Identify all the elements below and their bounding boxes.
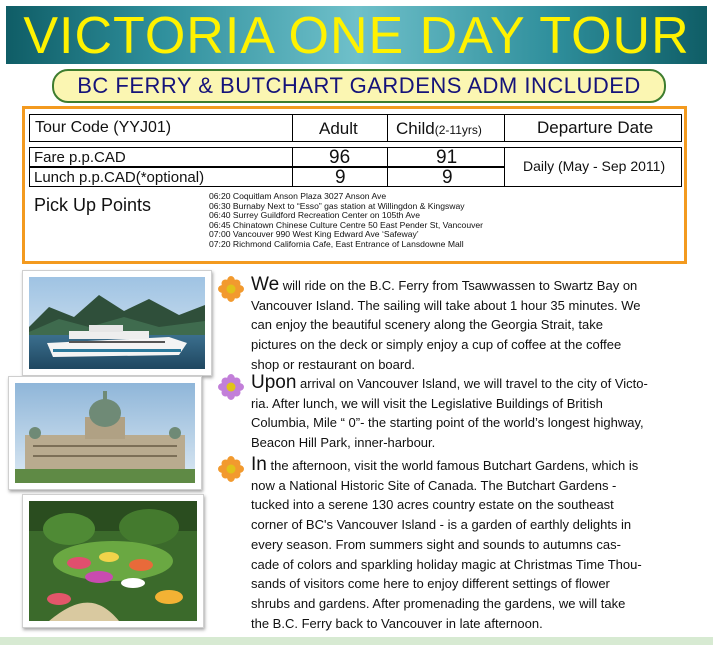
page-title: VICTORIA ONE DAY TOUR — [23, 7, 690, 65]
paragraph-line: every season. From summers sight and sounds to autumns cas- — [251, 536, 621, 552]
pickup-point: 06:30 Burnaby Next to “Esso” gas station at Willingdon & Kingsway — [209, 200, 465, 211]
lunch-adult-cell — [292, 167, 388, 187]
lunch-label-cell — [29, 167, 293, 187]
bottom-border — [0, 637, 713, 645]
tour-info-table — [22, 106, 687, 264]
pickup-point: 06:45 Chinatown Chinese Culture Centre 50 East Pender St, Vancouver — [209, 219, 484, 230]
pickup-point: 06:40 Surrey Guildford Recreation Center on 105th Ave — [209, 210, 420, 220]
child-label — [396, 119, 482, 139]
paragraph-line: the afternoon, visit the world famous Butchart Gardens, which is — [266, 458, 639, 473]
paragraph-ferry — [251, 275, 689, 375]
legislative-image — [15, 383, 195, 483]
fare-adult: 96 — [329, 147, 351, 168]
paragraph-line: cade of colors and sparkling holiday magic at Christmas Time Thou- — [251, 556, 642, 572]
fare-child-cell — [387, 147, 505, 167]
paragraph-lead: Upon — [251, 372, 297, 393]
departure-label: Departure Date — [537, 118, 654, 137]
paragraph-line: sands of visitors come here to enjoy different settings of flower — [251, 576, 610, 592]
departure-value-cell — [504, 147, 682, 187]
paragraph-line: now a National Historic Site of Canada. The Butchart Gardens - — [251, 477, 617, 493]
pickup-point: 07:20 Richmond California Cafe, East Entrance of Lansdowne Mall — [209, 238, 464, 249]
title-banner — [6, 6, 707, 64]
lunch-child: 9 — [442, 167, 453, 188]
child-header-cell — [387, 114, 505, 142]
paragraph-line: ria. After lunch, we will visit the Legislative Buildings of British — [251, 395, 603, 411]
paragraph-line: shrubs and gardens. After promenading the gardens, we will take — [251, 595, 626, 611]
departure-value: Daily (May - Sep 2011) — [523, 158, 666, 174]
adult-label: Adult — [319, 119, 358, 138]
pickup-point: 07:00 Vancouver 990 West King Edward Ave ‘Safeway’ — [209, 229, 419, 239]
flower-bullet-icon — [218, 276, 244, 302]
child-age-range: (2-11yrs) — [434, 123, 482, 137]
paragraph-line: the B.C. Ferry back to Vancouver in late afternoon. — [251, 615, 543, 631]
butchart-garden-photo — [22, 494, 204, 628]
paragraph-line: arrival on Vancouver Island, we will travel to the city of Victo- — [296, 376, 648, 391]
paragraph-line: can enjoy the beautiful scenery along the Georgia Strait, take — [251, 317, 603, 333]
paragraph-lead: We — [251, 274, 280, 295]
pickup-label: Pick Up Points — [34, 195, 152, 215]
fare-adult-cell — [292, 147, 388, 167]
paragraph-line: tucked into a serene 130 acres country estate on the southeast — [251, 497, 614, 513]
flower-bullet-icon — [218, 456, 244, 482]
paragraph-line: pictures on the deck or simply enjoy a cup of coffee at the coffee — [251, 337, 622, 353]
paragraph-line: corner of BC's Vancouver Island - is a garden of earthly delights in — [251, 517, 632, 533]
adult-header-cell — [292, 114, 388, 142]
lunch-adult: 9 — [335, 167, 346, 188]
pickup-point: 06:20 Coquitlam Anson Plaza 3027 Anson Ave — [209, 191, 387, 201]
lunch-label: Lunch p.p.CAD(*optional) — [34, 169, 205, 186]
ferry-photo — [22, 270, 212, 376]
fare-label-cell — [29, 147, 293, 167]
departure-header-cell — [504, 114, 682, 142]
paragraph-line: Vancouver Island. The sailing will take about 1 hour 35 minutes. We — [251, 297, 641, 313]
paragraph-line: will ride on the B.C. Ferry from Tsawwassen to Swartz Bay on — [279, 278, 638, 293]
flower-bullet-icon — [218, 374, 244, 400]
garden-image — [29, 501, 197, 621]
tour-code: Tour Code (YYJ01) — [35, 119, 172, 136]
child-label-text: Child — [396, 119, 435, 138]
fare-child: 91 — [436, 147, 458, 168]
ferry-image — [29, 277, 205, 369]
fare-label: Fare p.p.CAD — [34, 149, 126, 166]
paragraph-lead: In — [251, 454, 267, 475]
paragraph-victoria — [251, 373, 689, 453]
subtitle-banner: BC FERRY & BUTCHART GARDENS ADM INCLUDED — [52, 69, 666, 103]
paragraph-line: Columbia, Mile “ 0”- the starting point of the world’s longest highway, — [251, 415, 644, 431]
paragraph-line: shop or restaurant on board. — [251, 356, 416, 372]
paragraph-butchart — [251, 455, 689, 633]
lunch-child-cell — [387, 167, 505, 187]
legislative-building-photo — [8, 376, 202, 490]
tour-code-cell — [29, 114, 293, 142]
paragraph-line: Beacon Hill Park, inner-harbour. — [251, 435, 436, 451]
